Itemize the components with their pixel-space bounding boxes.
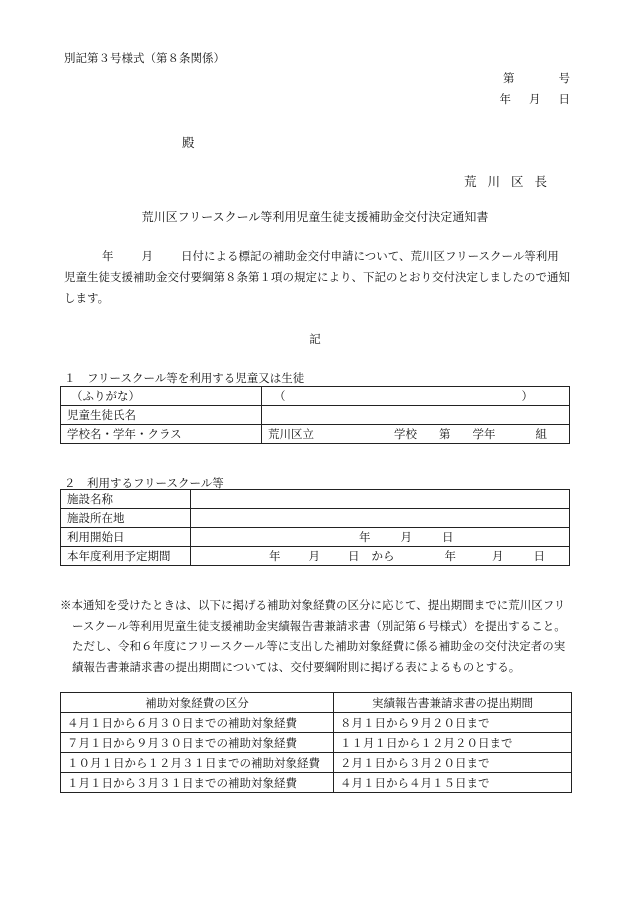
table-cell: １１月１日から１２月２０日まで	[334, 733, 572, 753]
note-text: ※本通知を受けたときは、以下に掲げる補助対象経費の区分に応じて、提出期間までに荒川区フリースクール等利用児童生徒支援補助金実績報告書兼請求書（別記第６号様式）を提出すること。ただし、令和６年度にフリースクール等に支出した補助対象経費に係る補助金の交付決定者の実績報告書兼請求書の提出期間については、交付要綱附則に掲げる表によるものとする。	[60, 598, 566, 674]
facility-name-label: 施設名称	[61, 490, 191, 509]
facility-table	[60, 489, 570, 566]
document-number	[459, 70, 570, 86]
table-cell: １０月１日から１２月３１日までの補助対象経費	[61, 753, 334, 773]
period-year: 年	[269, 549, 281, 563]
section2-heading: ２ 利用するフリースクール等	[64, 476, 224, 490]
period-field[interactable]	[191, 547, 570, 566]
start-date-field[interactable]	[191, 528, 570, 547]
period-month2: 月	[492, 549, 504, 563]
table-row	[61, 733, 572, 753]
paren-close: ）	[521, 389, 533, 403]
table-row	[61, 713, 572, 733]
furigana-label: （ふりがな）	[61, 387, 262, 406]
table-row	[61, 387, 570, 406]
table-row	[61, 753, 572, 773]
document-title: 荒川区フリースクール等利用児童生徒支援補助金交付決定通知書	[141, 210, 489, 224]
school-prefix: 荒川区立	[268, 427, 314, 441]
table-cell: ７月１日から９月３０日までの補助対象経費	[61, 733, 334, 753]
start-day: 日	[442, 530, 454, 544]
grade-suffix: 学年	[472, 427, 496, 441]
start-year: 年	[359, 530, 371, 544]
ki-heading: 記	[309, 332, 321, 346]
paren-open: （	[274, 389, 286, 403]
date-day: 日	[558, 92, 570, 106]
addressee: 殿	[182, 135, 195, 150]
number-suffix: 号	[558, 71, 570, 85]
note-paragraph	[60, 595, 572, 677]
body-text: 日付による標記の補助金交付申請について、荒川区フリースクール等利用児童生徒支援補助金交付要綱第８条第１項の規定により、下記のとおり交付決定しましたので通知します。	[64, 249, 570, 305]
facility-address-field[interactable]	[191, 509, 570, 528]
period-label: 本年度利用予定期間	[61, 547, 191, 566]
table-cell: ８月１日から９月２０日まで	[334, 713, 572, 733]
table-row	[61, 528, 570, 547]
section1-heading: １ フリースクール等を利用する児童又は生徒	[64, 371, 305, 385]
table-cell: ４月１日から６月３０日までの補助対象経費	[61, 713, 334, 733]
date-year: 年	[499, 92, 511, 106]
body-month: 月	[141, 249, 153, 263]
school-suffix: 学校	[394, 427, 417, 441]
name-field[interactable]	[262, 406, 570, 425]
period-day: 日	[348, 549, 360, 563]
facility-address-label: 施設所在地	[61, 509, 191, 528]
table-cell: ４月１日から４月１５日まで	[334, 773, 572, 793]
table-row	[61, 547, 570, 566]
form-label: 別記第３号様式（第８条関係）	[64, 51, 225, 65]
body-year: 年	[102, 249, 114, 263]
period-from: から	[371, 549, 395, 563]
table-cell: ２月１日から３月２０日まで	[334, 753, 572, 773]
document-date	[482, 91, 571, 107]
grade-prefix: 第	[439, 427, 451, 441]
date-month: 月	[529, 92, 541, 106]
furigana-field[interactable]	[262, 387, 570, 406]
student-table	[60, 386, 570, 444]
column-header: 実績報告書兼請求書の提出期間	[334, 693, 572, 713]
column-header: 補助対象経費の区分	[61, 693, 334, 713]
period-month: 月	[308, 549, 320, 563]
facility-name-field[interactable]	[191, 490, 570, 509]
school-label: 学校名・学年・クラス	[61, 425, 262, 444]
table-header-row	[61, 693, 572, 713]
name-label: 児童生徒氏名	[61, 406, 262, 425]
start-date-label: 利用開始日	[61, 528, 191, 547]
table-row	[61, 490, 570, 509]
table-cell: １月１日から３月３１日までの補助対象経費	[61, 773, 334, 793]
class-suffix: 組	[535, 427, 547, 441]
period-day2: 日	[533, 549, 545, 563]
body-paragraph	[64, 246, 570, 309]
table-row	[61, 509, 570, 528]
start-month: 月	[400, 530, 412, 544]
issuer: 荒川区長	[463, 174, 558, 189]
school-field[interactable]	[262, 425, 570, 444]
period-year2: 年	[444, 549, 456, 563]
table-row	[61, 425, 570, 444]
table-row	[61, 773, 572, 793]
table-row	[61, 406, 570, 425]
number-prefix: 第	[503, 71, 515, 85]
schedule-table	[60, 692, 572, 793]
